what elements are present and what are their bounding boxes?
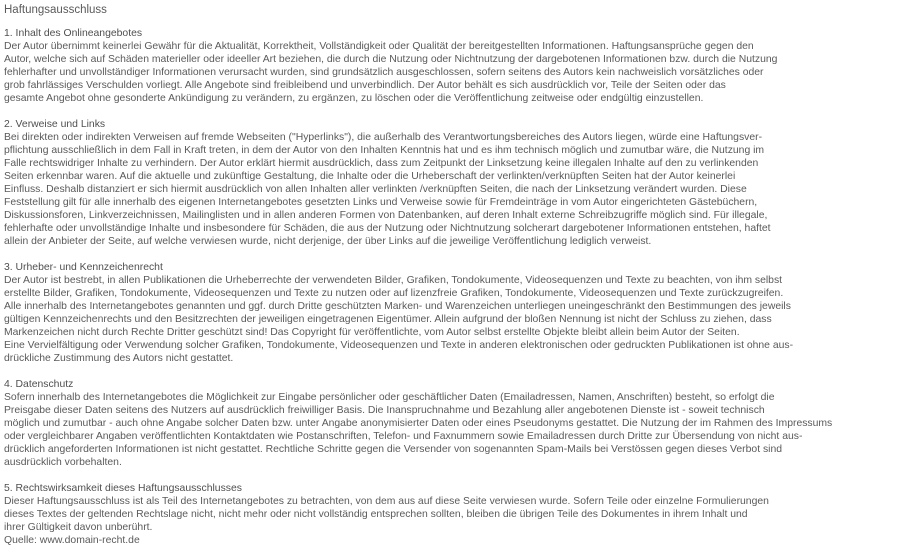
paragraph-line: fehlerhafter und unvollständiger Informationen verursacht wurden, sind grundsätzlich ausgeschlossen, sofern seitens des Autors kein nachweislich vorsätzliches oder: [4, 67, 764, 78]
paragraph-line: drücklich angeforderten Informationen ist nicht gestattet. Rechtliche Schritte gegen die Versender von sogenannten Spam-Mails bei Verstössen gegen dieses Verbot sind: [4, 444, 783, 455]
section-heading: 5. Rechtswirksamkeit dieses Haftungsausschlusses: [4, 483, 242, 494]
section-3: [4, 261, 903, 365]
paragraph-line: Eine Vervielfältigung oder Verwendung solcher Grafiken, Tondokumente, Videosequenzen und Texte in anderen elektronischen oder gedruckten Publikationen ist ohne aus-: [4, 340, 794, 351]
section-2: [4, 118, 903, 248]
section-4: [4, 378, 903, 469]
paragraph-line: Preisgabe dieser Daten seitens des Nutzers auf ausdrücklich freiwilliger Basis. Die Inanspruchnahme und Bezahlung aller angebotenen Dienste ist - soweit technisch: [4, 405, 765, 416]
paragraph-line: grob fahrlässiges Verschulden vorliegt. Alle Angebote sind freibleibend und unverbindlich. Der Autor behält es sich ausdrücklich vor, Teile der Seiten oder das: [4, 80, 726, 91]
paragraph-line: Einfluss. Deshalb distanziert er sich hiermit ausdrücklich von allen Inhalten aller verlinkten /verknüpften Seiten, die nach der Linksetzung verändert wurden. Diese: [4, 184, 747, 195]
paragraph-line: ausdrücklich vorbehalten.: [4, 457, 122, 468]
section-heading: 1. Inhalt des Onlineangebotes: [4, 28, 143, 39]
paragraph-line: drückliche Zustimmung des Autors nicht gestattet.: [4, 353, 234, 364]
paragraph-line: Alle innerhalb des Internetangebotes genannten und ggf. durch Dritte geschützten Marken- und Warenzeichen unterliegen uneingeschränkt den Bestimmungen des jeweils: [4, 301, 791, 312]
page-title: Haftungsausschluss: [4, 4, 107, 16]
section-heading: 2. Verweise und Links: [4, 119, 106, 130]
paragraph-line: Sofern innerhalb des Internetangebotes die Möglichkeit zur Eingabe persönlicher oder geschäftlicher Daten (Emailadressen, Namen, Anschriften) besteht, so erfolgt die: [4, 392, 775, 403]
paragraph-line: möglich und zumutbar - auch ohne Angabe solcher Daten bzw. unter Angabe anonymisierter Daten oder eines Pseudonyms gestattet. Die Nutzung der im Rahmen des Impressums: [4, 418, 833, 429]
source-note: Quelle: www.domain-recht.de: [4, 535, 140, 546]
section-heading: 3. Urheber- und Kennzeichenrecht: [4, 262, 163, 273]
paragraph-line: allein der Anbieter der Seite, auf welche verwiesen wurde, nicht derjenige, der über Links auf die jeweilige Veröffentlichung lediglich verweist.: [4, 236, 652, 247]
paragraph-line: Der Autor ist bestrebt, in allen Publikationen die Urheberrechte der verwendeten Bilder, Grafiken, Tondokumente, Videosequenzen und Texte zu beachten, von ihm selbst: [4, 275, 783, 286]
paragraph-line: Diskussionsforen, Linkverzeichnissen, Mailinglisten und in allen anderen Formen von Datenbanken, auf deren Inhalt externe Schreibzugriffe möglich sind. Für illegale,: [4, 210, 768, 221]
paragraph-line: Falle rechtswidriger Inhalte zu verhindern. Der Autor erklärt hiermit ausdrücklich, dass zum Zeitpunkt der Linksetzung keine illegalen Inhalte auf den zu verlinkenden: [4, 158, 759, 169]
paragraph-line: gesamte Angebot ohne gesonderte Ankündigung zu verändern, zu ergänzen, zu löschen oder die Veröffentlichung zeitweise oder endgültig einzustellen.: [4, 93, 704, 104]
paragraph-line: ihrer Gültigkeit davon unberührt.: [4, 522, 153, 533]
paragraph-line: Der Autor übernimmt keinerlei Gewähr für die Aktualität, Korrektheit, Vollständigkeit oder Qualität der bereitgestellten Informationen. Haftungsansprüche gegen den: [4, 41, 754, 52]
paragraph-line: Seiten erkennbar waren. Auf die aktuelle und zukünftige Gestaltung, die Inhalte oder die Urheberschaft der verlinkten/verknüpften Seiten hat der Autor keinerlei: [4, 171, 736, 182]
paragraph-line: Markenzeichen nicht durch Rechte Dritter geschützt sind! Das Copyright für veröffentlichte, vom Autor selbst erstellte Objekte bleibt allein beim Autor der Seiten.: [4, 327, 740, 338]
paragraph-line: erstellte Bilder, Grafiken, Tondokumente, Videosequenzen und Texte zu nutzen oder auf lizenzfreie Grafiken, Tondokumente, Videosequenzen und Texte zurückzugreifen.: [4, 288, 784, 299]
paragraph-line: Dieser Haftungsausschluss ist als Teil des Internetangebotes zu betrachten, von dem aus auf diese Seite verwiesen wurde. Sofern Teile oder einzelne Formulierungen: [4, 496, 769, 507]
paragraph-line: Bei direkten oder indirekten Verweisen auf fremde Webseiten ("Hyperlinks"), die außerhalb des Verantwortungsbereiches des Autors liegen, würde eine Haftungsver-: [4, 132, 763, 143]
section-heading: 4. Datenschutz: [4, 379, 74, 390]
disclaimer-body: [4, 27, 903, 534]
section-1: [4, 27, 903, 105]
section-5: [4, 482, 903, 534]
paragraph-line: Feststellung gilt für alle innerhalb des eigenen Internetangebotes gesetzten Links und Verweise sowie für Fremdeinträge in vom Autor eingerichteten Gästebüchern,: [4, 197, 758, 208]
paragraph-line: pflichtung ausschließlich in dem Fall in Kraft treten, in dem der Autor von den Inhalten Kenntnis hat und es ihm technisch möglich und zumutbar wäre, die Nutzung im: [4, 145, 765, 156]
paragraph-line: dieses Textes der geltenden Rechtslage nicht, nicht mehr oder nicht vollständig entsprechen sollten, bleiben die übrigen Teile des Dokumentes in ihrem Inhalt und: [4, 509, 748, 520]
paragraph-line: Autor, welche sich auf Schäden materieller oder ideeller Art beziehen, die durch die Nutzung oder Nichtnutzung der dargebotenen Informationen bzw. durch die Nutzung: [4, 54, 778, 65]
paragraph-line: oder vergleichbarer Angaben veröffentlichten Kontaktdaten wie Postanschriften, Telefon- und Faxnummern sowie Emailadressen durch Dritte zur Übersendung von nicht aus-: [4, 431, 803, 442]
paragraph-line: gültigen Kennzeichenrechts und den Besitzrechten der jeweiligen eingetragenen Eigentümer. Allein aufgrund der bloßen Nennung ist nicht der Schluss zu ziehen, dass: [4, 314, 772, 325]
paragraph-line: fehlerhafte oder unvollständige Inhalte und insbesondere für Schäden, die aus der Nutzung oder Nichtnutzung solcherart dargebotener Informationen entstehen, haftet: [4, 223, 771, 234]
